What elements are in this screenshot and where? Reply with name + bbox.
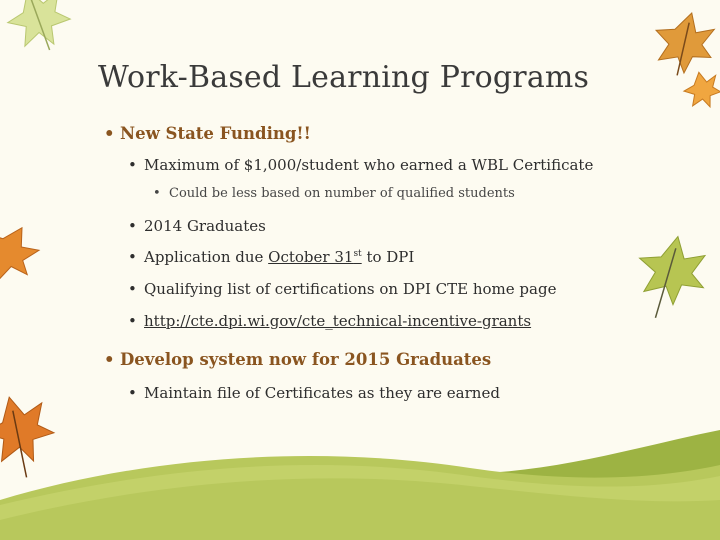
bullet-dot: • [128, 248, 137, 266]
bullet-application [128, 248, 414, 266]
bullet-dot: • [128, 280, 137, 298]
leaf-icon [646, 5, 720, 82]
bullet-text: Could be less based on number of qualified students [169, 186, 515, 201]
bullet-text: Qualifying list of certifications on DPI CTE home page [144, 280, 557, 298]
bullet-text: Maximum of $1,000/student who earned a WBL Certificate [144, 156, 594, 174]
leaf-icon [0, 214, 46, 290]
bullet-dot: • [104, 350, 115, 369]
bullet-text: 2014 Graduates [144, 217, 266, 235]
bullet-funding [104, 124, 311, 143]
bullet-maximum [128, 156, 593, 174]
bullet-text: Develop system now for 2015 Graduates [120, 350, 492, 369]
application-suffix: to DPI [361, 248, 415, 266]
bullet-dot: • [128, 312, 137, 330]
leaf-icon [0, 0, 78, 60]
leaf-icon [681, 69, 720, 111]
bullet-less [153, 186, 515, 201]
bullet-text: Maintain file of Certificates as they are earned [144, 384, 500, 402]
bullet-dot: • [104, 124, 115, 143]
bullet-link [128, 312, 531, 330]
slide-title: Work-Based Learning Programs [98, 60, 590, 95]
bullet-maintain [128, 384, 500, 402]
bullet-graduates [128, 217, 266, 235]
application-date [268, 248, 362, 266]
leaf-icon [0, 388, 63, 485]
bullet-dot: • [128, 384, 137, 402]
bullet-dot: • [128, 217, 137, 235]
application-date-text: October 31 [268, 248, 354, 266]
application-prefix: Application due [144, 248, 269, 266]
cte-grants-link[interactable]: http://cte.dpi.wi.gov/cte_technical-incentive-grants [144, 312, 532, 330]
bullet-qualifying [128, 280, 556, 298]
bullet-text [144, 248, 414, 266]
bullet-dot: • [153, 186, 161, 201]
leaf-icon [630, 231, 712, 326]
bullet-develop [104, 350, 491, 369]
bullet-dot: • [128, 156, 137, 174]
application-date-suffix: st [353, 249, 362, 259]
bullet-text: New State Funding!! [120, 124, 311, 143]
